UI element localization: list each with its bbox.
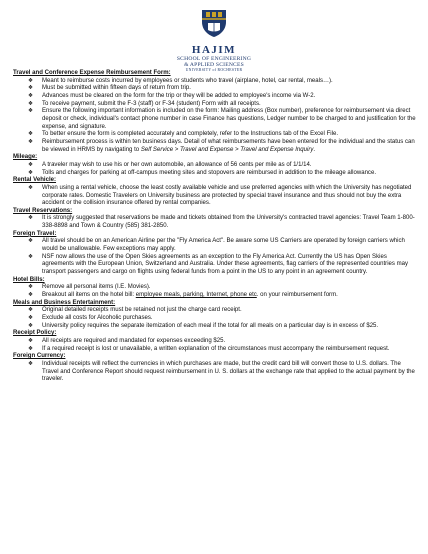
diamond-bullet-icon: ❖ <box>28 337 34 344</box>
list-item-text: . on your reimbursement form. <box>256 292 338 299</box>
logo-line-school: SCHOOL OF ENGINEERING <box>176 56 252 62</box>
list-item <box>13 215 418 230</box>
list-item <box>13 323 418 331</box>
diamond-bullet-icon: ❖ <box>28 284 34 291</box>
section <box>13 208 418 231</box>
section <box>13 154 418 177</box>
list-item-text: Tolls and charges for parking at off-campus meeting sites and stopovers are reimbursed in addition to the mileage allowance. <box>42 169 376 176</box>
section <box>13 300 418 331</box>
diamond-bullet-icon: ❖ <box>28 184 34 191</box>
list-item-text: University policy requires the separate itemization of each meal if the total for all meals on a particular day is in excess of $25. <box>42 322 379 329</box>
list-item <box>13 284 418 292</box>
list-item <box>13 78 418 86</box>
diamond-bullet-icon: ❖ <box>28 322 34 329</box>
section <box>13 177 418 208</box>
diamond-bullet-icon: ❖ <box>28 315 34 321</box>
section-heading: Travel Reservations: <box>13 207 73 214</box>
list-item-text: . <box>313 146 316 153</box>
list-item <box>13 170 418 178</box>
document-body <box>13 70 418 384</box>
university-shield-icon <box>200 8 228 38</box>
list-item-text: To better ensure the form is completed accurately and completely, refer to the Instructions tab of the Excel File. <box>42 131 338 138</box>
diamond-bullet-icon: ❖ <box>28 345 34 352</box>
list-item <box>13 361 418 384</box>
list-item <box>13 254 418 277</box>
list-item-text: All travel should be on an American Airline per the "Fly America Act". Be aware some US Carriers are operated by foreign carriers which would be unallowable. Few exceptions may apply. <box>42 238 405 253</box>
diamond-bullet-icon: ❖ <box>28 253 34 260</box>
diamond-bullet-icon: ❖ <box>28 238 34 245</box>
diamond-bullet-icon: ❖ <box>28 77 34 84</box>
list-item <box>13 101 418 109</box>
diamond-bullet-icon: ❖ <box>28 161 34 168</box>
list-item-text: If a required receipt is lost or unavailable, a written explanation of the circumstances must accompany the reimbursement request. <box>42 345 390 352</box>
diamond-bullet-icon: ❖ <box>28 131 34 138</box>
section-heading: Receipt Policy: <box>13 330 57 337</box>
section-heading: Foreign Travel: <box>13 230 57 237</box>
list-item-text: Breakout all items on the hotel bill: <box>42 292 136 299</box>
list-item <box>13 346 418 354</box>
logo-line-sciences: & APPLIED SCIENCES <box>184 61 244 68</box>
list-item-text: Must be submitted within fifteen days of return from trip. <box>42 85 191 92</box>
list-item <box>13 338 418 346</box>
list-item <box>13 85 418 93</box>
school-logo <box>0 8 428 73</box>
list-item <box>13 307 418 315</box>
section <box>13 277 418 300</box>
hotel-bill-items: employee meals, parking, Internet, phone etc <box>135 292 257 299</box>
list-item-text: Meant to reimburse costs incurred by employees or students who travel (airplane, hotel, car rental, meals…). <box>42 77 333 84</box>
list-item-text: Remove all personal items (I.E. Movies). <box>42 284 151 291</box>
diamond-bullet-icon: ❖ <box>28 92 34 99</box>
list-item-text: Original detailed receipts must be retained not just the charge card receipt. <box>42 307 242 314</box>
logo-line-hajim: HAJIM <box>191 44 237 56</box>
diamond-bullet-icon: ❖ <box>28 215 34 222</box>
list-item-text: Advances must be cleared on the form for the trip or they will be added to employee's income via W-2. <box>42 92 316 99</box>
list-item-text: When using a rental vehicle, choose the least costly available vehicle and use preferred agencies with which the University has negotiated corporate rates. Domestic Travelers on University business are protected by special travel insurance and thus should not buy the extra accident or the collision insurance offered by rental companies. <box>42 184 412 207</box>
list-item <box>13 139 418 154</box>
hrms-navigation-path: Self Service > Travel and Expense > Travel and Expense Inquiry <box>140 146 314 153</box>
list-item <box>13 162 418 170</box>
list-item <box>13 93 418 101</box>
diamond-bullet-icon: ❖ <box>28 360 34 367</box>
section <box>13 353 418 384</box>
diamond-bullet-icon: ❖ <box>28 138 34 145</box>
list-item <box>13 131 418 139</box>
section-heading: Foreign Currency: <box>13 353 66 360</box>
list-item <box>13 185 418 208</box>
list-item <box>13 238 418 253</box>
list-item <box>13 315 418 323</box>
section-heading: Meals and Business Entertainment: <box>13 299 116 306</box>
list-item-text: Reimbursement process is within ten business days. Detail of what reimbursements have been entered for the individual and the status can be viewed in HRMS by navigating to <box>42 138 415 153</box>
logo-line-university: UNIVERSITY of ROCHESTER <box>185 68 243 73</box>
section-heading: Rental Vehicle: <box>13 177 57 184</box>
section <box>13 231 418 277</box>
list-item-text: A traveler may wish to use his or her own automobile, an allowance of 56 cents per mile as of 1/1/14. <box>42 161 312 168</box>
diamond-bullet-icon: ❖ <box>28 169 34 176</box>
section <box>13 330 418 353</box>
diamond-bullet-icon: ❖ <box>28 108 34 115</box>
diamond-bullet-icon: ❖ <box>28 292 34 299</box>
diamond-bullet-icon: ❖ <box>28 85 34 92</box>
list-item-text: Ensure the following important information is included on the form: Mailing address (Box number), preference for reimbursement via direct deposit or check, individual's contact phone number in case Finance has questions, Ledger number to be charged to and justification for the expense, and signature. <box>42 108 416 130</box>
list-item <box>13 108 418 131</box>
list-item-text: Individual receipts will reflect the currencies in which purchases are made, but the credit card bill will convert those to U.S. dollars. The Travel and Conference Report should request reimbursement in U. S. dollars at the exchange rate that applied to the actual payment by the traveler. <box>42 360 415 383</box>
list-item-text: Exclude all costs for Alcoholic purchases. <box>42 315 153 321</box>
list-item <box>13 292 418 300</box>
section <box>13 70 418 154</box>
list-item-text: All receipts are required and mandated for expenses exceeding $25. <box>42 337 226 344</box>
section-heading: Hotel Bills: <box>13 276 45 283</box>
list-item-text: It is strongly suggested that reservations be made and tickets obtained from the University's contracted travel agencies: Travel Team 1-800-338-8898 and Town & Country (585) 381-2850. <box>42 215 415 230</box>
list-item-text: NSF now allows the use of the Open Skies agreements as an exception to the Fly America Act. Currently the US has Open Skies agreements with the European Union, Switzerland and Australia. Under these agreements, flag carriers of the represented countries may transport passengers and cargo on flights using federal funds from a point in the US to any point in an agreement country. <box>42 253 409 276</box>
diamond-bullet-icon: ❖ <box>28 307 34 314</box>
section-heading: Mileage: <box>13 154 38 161</box>
section-heading: Travel and Conference Expense Reimbursement Form: <box>13 70 171 76</box>
list-item-text: To receive payment, submit the F-3 (staff) or F-34 (student) Form with all receipts. <box>42 100 261 107</box>
diamond-bullet-icon: ❖ <box>28 100 34 107</box>
